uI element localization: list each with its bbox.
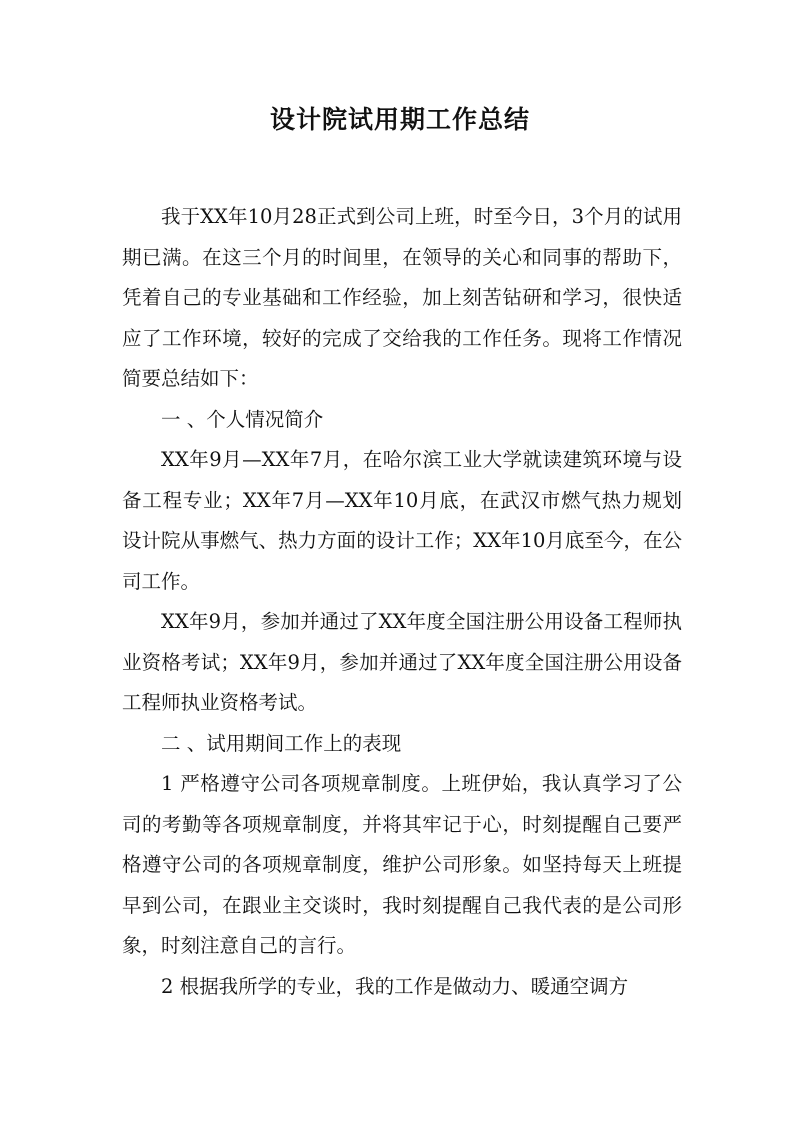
paragraph-intro: 我于XX年10月28正式到公司上班，时至今日，3个月的试用期已满。在这三个月的时间里，在领导的关心和同事的帮助下，凭着自己的专业基础和工作经验，加上刻苦钻研和学习，很快适应了工作环境，较好的完成了交给我的工作任务。现将工作情况简要总结如下： [122, 205, 682, 390]
section-heading-personal-info: 一 、个人情况简介 [161, 407, 324, 431]
paragraph-point-2-work: 2 根据我所学的专业，我的工作是做动力、暖通空调方 [161, 974, 629, 998]
paragraph-education-history: XX年9月—XX年7月，在哈尔滨工业大学就读建筑环境与设备工程专业；XX年7月—XX年10月底，在武汉市燃气热力规划设计院从事燃气、热力方面的设计工作；XX年10月底至今，在公司工作。 [122, 448, 682, 593]
section-heading-work-performance: 二 、试用期间工作上的表现 [161, 731, 402, 755]
paragraph-point-1-rules: 1 严格遵守公司各项规章制度。上班伊始，我认真学习了公司的考勤等各项规章制度，并将其牢记于心，时刻提醒自己要严格遵守公司的各项规章制度，维护公司形象。如坚持每天上班提早到公司，在跟业主交谈时，我时刻提醒自己我代表的是公司形象，时刻注意自己的言行。 [122, 772, 682, 957]
paragraph-certification: XX年9月，参加并通过了XX年度全国注册公用设备工程师执业资格考试；XX年9月，参加并通过了XX年度全国注册公用设备工程师执业资格考试。 [122, 610, 682, 714]
document-title: 设计院试用期工作总结 [269, 105, 530, 134]
document-body [122, 197, 682, 1007]
